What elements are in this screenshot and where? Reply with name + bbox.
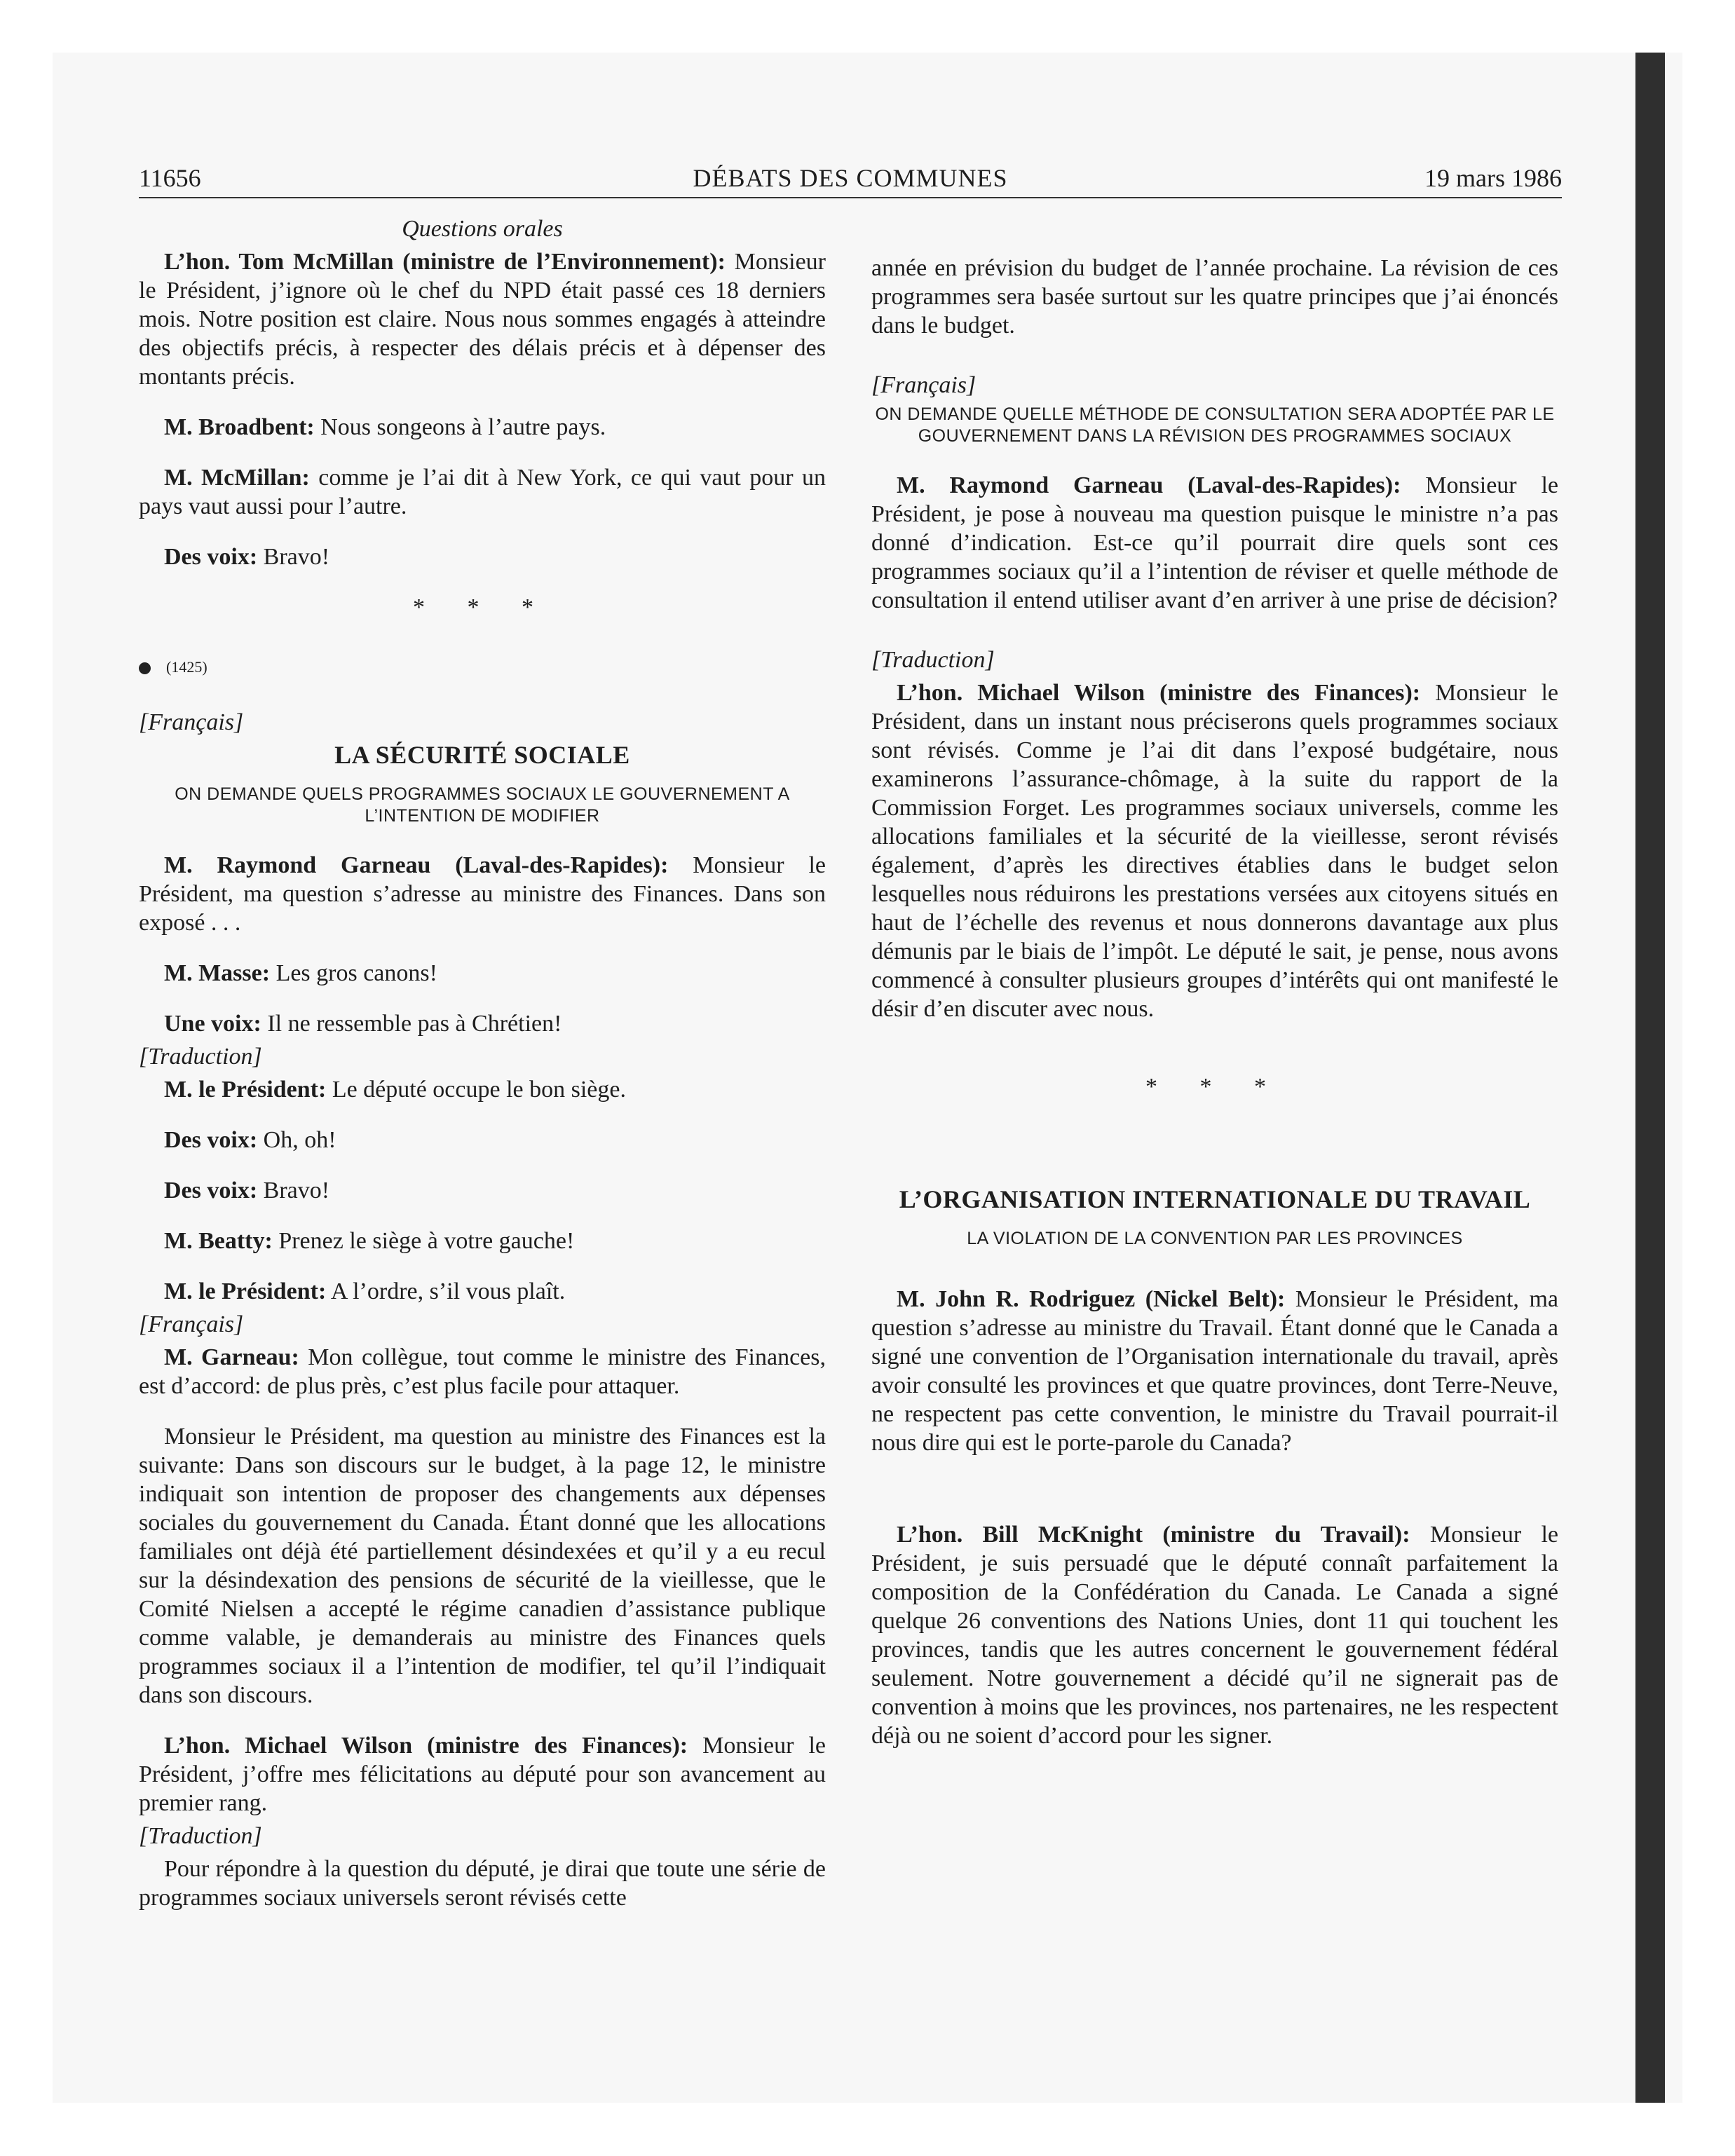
time-marker-text: (1425) xyxy=(166,658,207,676)
paragraph: Monsieur le Président, ma question au ministre des Finances est la suivante: Dans son discours sur le budget, à la page 12, le ministre indiquait son intention de proposer des changements aux dépenses sociales du gouvernement du Canada. Étant donné que les allocations familiales ont déjà été partiellement désindexées et qu’il y a eu recul sur la désindexation des pensions de sécurité de la vieillesse, que le Comité Nielsen a accepté le régime canadien d’assistance publique comme valable, je demanderais au ministre des Finances quels programmes sociaux il a l’intention de modifier, tel qu’il l’indiquait dans son discours. xyxy=(139,1424,826,1708)
page-number: 11656 xyxy=(139,164,201,192)
speech-text: Monsieur le Président, j’ignore où le chef du NPD était passé ces 18 derniers mois. Notre position est claire. Nous nous sommes engagés à atteindre des objectifs précis, à respecter des délais précis et à dépenser des montants précis. xyxy=(139,249,826,390)
speaker-name: Des voix: xyxy=(164,1178,258,1203)
speech-text: comme je l’ai dit à New York, ce qui vaut pour un pays vaut aussi pour l’autre. xyxy=(139,465,826,519)
speech-text: Bravo! xyxy=(257,1178,330,1203)
paragraph xyxy=(139,1075,826,1104)
speech-text: Prenez le siège à votre gauche! xyxy=(272,1228,575,1254)
paragraph xyxy=(139,543,826,571)
section-separator: * * * xyxy=(1145,1074,1284,1100)
section-heading: L’ORGANISATION INTERNATIONALE DU TRAVAIL xyxy=(899,1185,1531,1213)
section-subheading: ON DEMANDE QUELS PROGRAMMES SOCIAUX LE GOUVERNEMENT A L’INTENTION DE MODIFIER xyxy=(175,784,790,826)
speech-text: A l’ordre, s’il vous plaît. xyxy=(326,1278,566,1304)
speech-text: Monsieur le Président, je suis persuadé que le député connaît parfaitement la composition de la Confédération du Canada. Le Canada a signé quelque 26 conventions des Nations Unies, dont 11 qui touchent les provinces, tandis que les autres concernent le gouvernement fédéral seulement. Notre gouvernement a décidé qu’il ne signerait pas de convention à moins que les provinces, nos partenaires, ne les respectent déjà ou ne soient d’accord pour les signer. xyxy=(871,1522,1559,1749)
speaker-name: Une voix: xyxy=(164,1011,261,1037)
paragraph xyxy=(139,959,826,988)
speaker-name: L’hon. Michael Wilson (ministre des Finances): xyxy=(164,1733,688,1759)
bullet-dot-icon xyxy=(139,662,151,674)
scan-edge-bar xyxy=(1635,53,1665,2103)
paragraph xyxy=(871,1520,1558,1750)
speech-text: Les gros canons! xyxy=(270,960,437,986)
speech-text: Monsieur le Président, dans un instant nous préciserons quels programmes sociaux sont révisés. Comme je l’ai dit dans l’exposé budgétaire, nous examinerons l’assurance-chômage, à la suite du rapport de la Commission Forget. Les programmes sociaux universels, comme les allocations familiales et la sécurité de la vieillesse, seront révisés également, d’après les directives établies dans le budget selon lesquelles nous réduirons les prestations versées aux citoyens situés en haut de l’échelle des revenus et nous donnerons davantage aux plus démunis par le biais de l’impôt. Le député le sait, je pense, nous avons commencé à consulter plusieurs groupes d’intérêts qui ont manifesté le désir d’en discuter avec nous. xyxy=(871,680,1559,1022)
speech-text: Mon collègue, tout comme le ministre des Finances, est d’accord: de plus près, c’est plus facile pour attaquer. xyxy=(139,1344,826,1399)
speaker-name: M. McMillan: xyxy=(164,465,310,491)
section-subheading: LA VIOLATION DE LA CONVENTION PAR LES PROVINCES xyxy=(967,1229,1463,1248)
paragraph xyxy=(139,1227,826,1255)
paragraph xyxy=(139,1731,826,1817)
running-header xyxy=(139,160,1562,196)
language-tag: [Traduction] xyxy=(139,1823,262,1849)
publication-date: 19 mars 1986 xyxy=(1424,164,1562,192)
speech-text: Monsieur le Président, ma question s’adresse au ministre du Travail. Étant donné que le Canada a signé une convention de l’Organisation internationale du travail, après avoir consulté les provinces et que quatre provinces, dont Terre-Neuve, ne respectent pas cette convention, le ministre du Travail pourrait-il nous dire qui est le porte-parole du Canada? xyxy=(871,1286,1558,1456)
speaker-name: L’hon. Michael Wilson (ministre des Finances): xyxy=(897,680,1421,706)
language-tag: [Traduction] xyxy=(871,647,995,673)
language-tag: [Traduction] xyxy=(139,1044,262,1070)
paragraph xyxy=(871,1285,1558,1457)
header-rule xyxy=(139,197,1562,198)
paragraph xyxy=(871,678,1558,1023)
speaker-name: Des voix: xyxy=(164,1127,258,1153)
speaker-name: M. le Président: xyxy=(164,1077,327,1103)
speaker-name: M. Masse: xyxy=(164,960,271,986)
left-column xyxy=(139,214,826,1916)
speaker-name: M. Raymond Garneau (Laval-des-Rapides): xyxy=(897,472,1401,498)
speaker-name: M. John R. Rodriguez (Nickel Belt): xyxy=(897,1286,1286,1312)
language-tag: [Français] xyxy=(871,372,977,398)
time-marker xyxy=(139,653,826,681)
paragraph xyxy=(139,413,826,442)
speaker-name: L’hon. Bill McKnight (ministre du Travail): xyxy=(897,1522,1410,1548)
speech-text: Le député occupe le bon siège. xyxy=(326,1077,626,1103)
section-label: Questions orales xyxy=(402,216,563,242)
speech-text: Monsieur le Président, ma question s’adresse au ministre des Finances. Dans son exposé . . . xyxy=(139,852,826,936)
speech-text: Il ne ressemble pas à Chrétien! xyxy=(261,1011,562,1037)
paragraph xyxy=(139,1126,826,1154)
paragraph: Pour répondre à la question du député, je dirai que toute une série de programmes sociaux universels seront révisés cette xyxy=(139,1856,826,1911)
speech-text: Monsieur le Président, je pose à nouveau ma question puisque le ministre n’a pas donné d’indication. Est-ce qu’il pourrait dire quels sont ces programmes sociaux qu’il a l’intention de réviser et quelle méthode de consultation il entend utiliser avant d’en arriver à une prise de décision? xyxy=(871,472,1558,613)
speaker-name: M. Broadbent: xyxy=(164,414,315,440)
speech-text: Bravo! xyxy=(257,544,330,570)
speaker-name: M. Raymond Garneau (Laval-des-Rapides): xyxy=(164,852,669,878)
speech-text: Nous songeons à l’autre pays. xyxy=(314,414,606,440)
publication-title: DÉBATS DES COMMUNES xyxy=(693,164,1008,192)
paragraph xyxy=(139,1176,826,1205)
paragraph: année en prévision du budget de l’année prochaine. La révision de ces programmes sera basée surtout sur les quatre principes que j’ai énoncés dans le budget. xyxy=(871,255,1558,339)
speaker-name: M. Beatty: xyxy=(164,1228,273,1254)
paragraph xyxy=(139,851,826,937)
paragraph xyxy=(139,1343,826,1400)
paragraph xyxy=(871,471,1558,615)
speaker-name: M. Garneau: xyxy=(164,1344,299,1370)
section-heading: LA SÉCURITÉ SOCIALE xyxy=(334,741,630,769)
right-column xyxy=(871,254,1558,1772)
speaker-name: M. le Président: xyxy=(164,1278,327,1304)
language-tag: [Français] xyxy=(139,1311,244,1337)
paragraph xyxy=(139,1009,826,1038)
paragraph xyxy=(139,1277,826,1306)
paragraph xyxy=(139,463,826,521)
speaker-name: L’hon. Tom McMillan (ministre de l’Environnement): xyxy=(164,249,726,275)
speech-text: Oh, oh! xyxy=(257,1127,336,1153)
speech-text: Monsieur le Président, j’offre mes félicitations au député pour son avancement au premier rang. xyxy=(139,1733,826,1816)
section-subheading: ON DEMANDE QUELLE MÉTHODE DE CONSULTATION SERA ADOPTÉE PAR LE GOUVERNEMENT DANS LA RÉVISION DES PROGRAMMES SOCIAUX xyxy=(875,404,1555,446)
speaker-name: Des voix: xyxy=(164,544,258,570)
paragraph xyxy=(139,247,826,391)
section-separator: * * * xyxy=(413,594,552,620)
language-tag: [Français] xyxy=(139,709,244,735)
